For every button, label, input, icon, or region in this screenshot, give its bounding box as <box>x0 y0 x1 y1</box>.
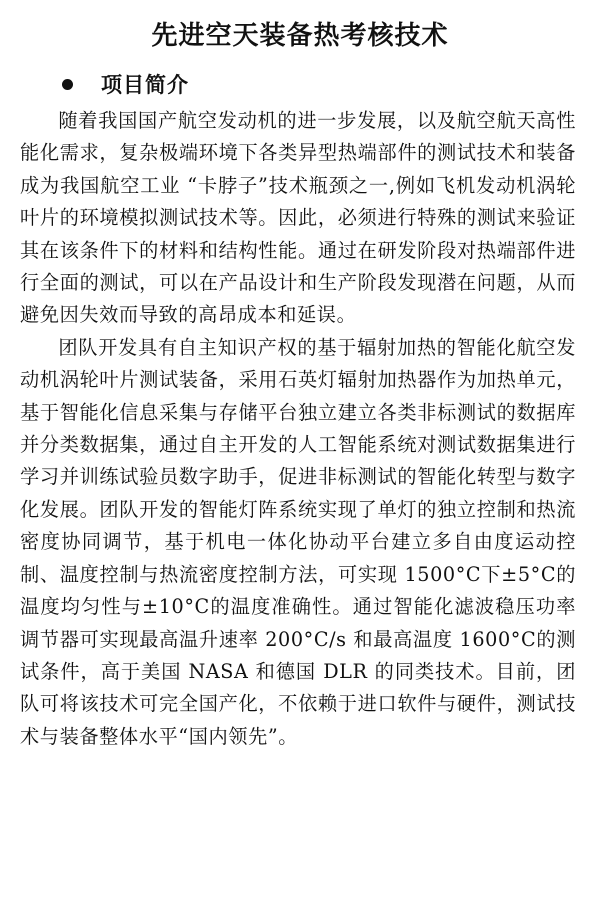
section-heading-label: 项目简介 <box>101 73 189 97</box>
bullet-icon <box>62 79 73 90</box>
document-title: 先进空天装备热考核技术 <box>151 21 449 51</box>
paragraph-1: 随着我国国产航空发动机的进一步发展，以及航空航天高性能化需求，复杂极端环境下各类异型热端部件的测试技术和装备成为我国航空工业 “卡脖子”技术瓶颈之一,例如飞机发动机涡轮叶片的环境模拟测试技术等。因此，必须进行特殊的测试来验证其在该条件下的材料和结构性能。通过在研发阶段对热端部件进行全面的测试，可以在产品设计和生产阶段发现潜在问题，从而避免因失效而导致的高昂成本和延误。 <box>20 109 576 327</box>
body-text <box>20 105 576 753</box>
section-heading <box>62 68 189 100</box>
paragraph-2: 团队开发具有自主知识产权的基于辐射加热的智能化航空发动机涡轮叶片测试装备，采用石英灯辐射加热器作为加热单元，基于智能化信息采集与存储平台独立建立各类非标测试的数据库并分类数据集，通过自主开发的人工智能系统对测试数据集进行学习并训练试验员数字助手，促进非标测试的智能化转型与数字化发展。团队开发的智能灯阵系统实现了单灯的独立控制和热流密度协同调节，基于机电一体化协动平台建立多自由度运动控制、温度控制与热流密度控制方法，可实现 1500°C下±5°C的温度均匀性与±10°C的温度准确性。通过智能化滤波稳压功率调节器可实现最高温升速率 200°C/s 和最高温度 1600°C的测试条件，高于美国 NASA 和德国 DLR 的同类技术。目前，团队可将该技术可完全国产化，不依赖于进口软件与硬件，测试技术与装备整体水平“国内领先”。 <box>20 335 576 748</box>
